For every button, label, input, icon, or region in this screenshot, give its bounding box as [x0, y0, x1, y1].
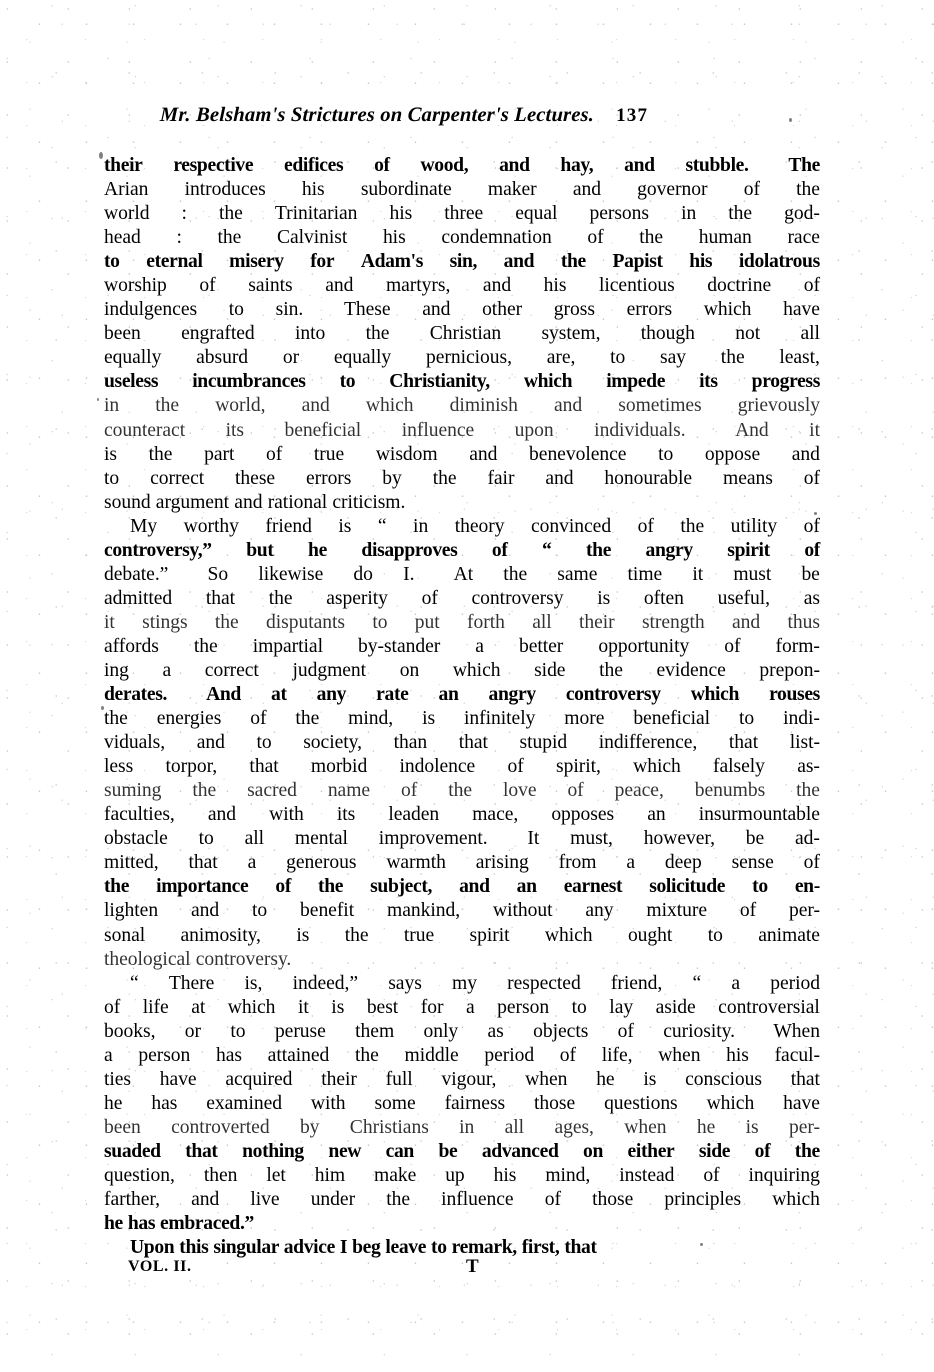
text-line: is the part of true wisdom and benevolence to oppose and — [104, 443, 820, 465]
text-line: My worthy friend is “ in theory convinced of the utility of — [130, 515, 820, 537]
text-line: to eternal misery for Adam's sin, and the Papist his idolatrous — [104, 251, 820, 273]
text-line: he has examined with some fairness those questions which have — [104, 1092, 820, 1114]
text-line: less torpor, that morbid indolence of spirit, which falsely as- — [104, 756, 820, 778]
text-line: admitted that the asperity of controversy is often useful, as — [104, 587, 820, 609]
text-line: derates. And at any rate an angry controversy which rouses — [104, 684, 820, 706]
running-head — [104, 104, 820, 144]
text-line: “ There is, indeed,” says my respected friend, “ a period — [130, 972, 820, 994]
text-line: debate.” So likewise do I. At the same time it must be — [104, 563, 820, 585]
text-line: useless incumbrances to Christianity, which impede its progress — [104, 371, 820, 393]
text-line: controversy,” but he disapproves of “ the angry spirit of — [104, 539, 820, 561]
text-line: counteract its beneficial influence upon individuals. And it — [104, 419, 820, 441]
text-line: equally absurd or equally pernicious, are, to say the least, — [104, 347, 820, 369]
text-line: to correct these errors by the fair and honourable means of — [104, 467, 820, 489]
text-line: world : the Trinitarian his three equal persons in the god- — [104, 203, 820, 225]
ink-fleck — [99, 152, 103, 159]
text-line: ing a correct judgment on which side the evidence prepon- — [104, 659, 820, 681]
signature-mark: T — [466, 1256, 479, 1277]
text-line: Upon this singular advice I beg leave to remark, first, that — [130, 1237, 597, 1259]
text-line: ties have acquired their full vigour, when he is conscious that — [104, 1068, 820, 1090]
text-line: indulgences to sin. These and other gross errors which have — [104, 299, 820, 321]
paragraph — [104, 972, 820, 1237]
text-line: faculties, and with its leaden mace, opposes an insurmountable — [104, 804, 820, 826]
text-line: affords the impartial by-stander a better opportunity of form- — [104, 635, 820, 657]
text-line: farther, and live under the influence of those principles which — [104, 1189, 820, 1211]
text-line: books, or to peruse them only as objects of curiosity. When — [104, 1020, 820, 1042]
text-line: it stings the disputants to put forth all their strength and thus — [104, 611, 820, 633]
text-line: Arian introduces his subordinate maker and governor of the — [104, 179, 820, 201]
text-line: viduals, and to society, than that stupid indifference, that list- — [104, 732, 820, 754]
text-line: suming the sacred name of the love of peace, benumbs the — [104, 780, 820, 802]
text-line: head : the Calvinist his condemnation of the human race — [104, 227, 820, 249]
running-head-title: Mr. Belsham's Strictures on Carpenter's Lectures. — [159, 104, 595, 126]
text-line: of life at which it is best for a person to lay aside controversial — [104, 996, 820, 1018]
text-line: suaded that nothing new can be advanced on either side of the — [104, 1140, 820, 1162]
text-line: worship of saints and martyrs, and his licentious doctrine of — [104, 275, 820, 297]
text-line: sonal animosity, is the true spirit which ought to animate — [104, 924, 820, 946]
foot-line — [104, 1258, 820, 1284]
text-block — [104, 104, 820, 1260]
volume-mark: VOL. II. — [128, 1258, 192, 1275]
text-line: sound argument and rational criticism. — [104, 491, 406, 513]
text-line: in the world, and which diminish and sometimes grievously — [104, 395, 820, 417]
text-line: obstacle to all mental improvement. It must, however, be ad- — [104, 828, 820, 850]
text-line: theological controversy. — [104, 948, 292, 970]
text-line: lighten and to benefit mankind, without any mixture of per- — [104, 900, 820, 922]
text-line: mitted, that a generous warmth arising from a deep sense of — [104, 852, 820, 874]
body-text — [104, 154, 820, 1260]
paragraph — [104, 515, 820, 972]
text-line: he has embraced.” — [104, 1213, 254, 1235]
text-line: the energies of the mind, is infinitely more beneficial to indi- — [104, 708, 820, 730]
page-number: 137 — [616, 105, 649, 126]
paragraph — [104, 154, 820, 515]
text-line: been controverted by Christians in all ages, when he is per- — [104, 1116, 820, 1138]
text-line: question, then let him make up his mind, instead of inquiring — [104, 1164, 820, 1186]
text-line: a person has attained the middle period of life, when his facul- — [104, 1044, 820, 1066]
text-line: their respective edifices of wood, and hay, and stubble. The — [104, 155, 820, 176]
text-line: been engrafted into the Christian system, though not all — [104, 323, 820, 345]
paragraph — [104, 1236, 820, 1260]
ink-fleck — [97, 398, 99, 401]
text-line: the importance of the subject, and an earnest solicitude to en- — [104, 876, 820, 898]
